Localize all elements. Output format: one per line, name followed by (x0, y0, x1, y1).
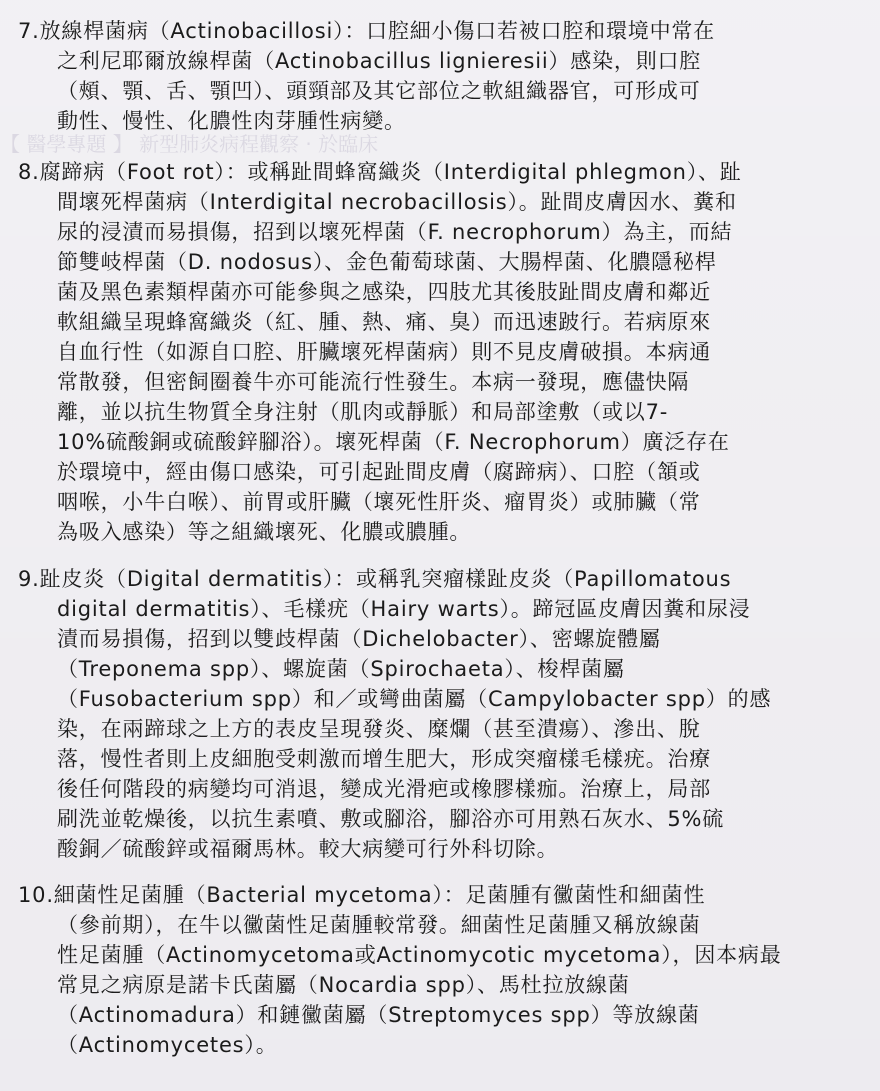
paragraph-line: 9.趾皮炎（Digital dermatitis）：或稱乳突瘤樣趾皮炎（Papillomatous (18, 567, 732, 591)
paragraph-line: 性足菌腫（Actinomycetoma或Actinomycotic mycetoma），因本病最 (57, 943, 782, 967)
paragraph-line: 離，並以抗生物質全身注射（肌肉或靜脈）和局部塗敷（或以7- (57, 400, 669, 424)
paragraph-line: 刷洗並乾燥後，以抗生素噴、敷或腳浴，腳浴亦可用熟石灰水、5%硫 (57, 807, 725, 831)
paragraph-line: 8.腐蹄病（Foot rot）：或稱趾間蜂窩織炎（Interdigital phlegmon）、趾 (18, 160, 742, 184)
paragraph-line: 咽喉，小牛白喉）、前胃或肝臟（壞死性肝炎、瘤胃炎）或肺臟（常 (57, 490, 701, 514)
paragraph-line: 尿的浸漬而易損傷，招到以壞死桿菌（F. necrophorum）為主，而結 (57, 220, 733, 244)
paragraph-line: 於環境中，經由傷口感染，可引起趾間皮膚（腐蹄病）、口腔（頷或 (57, 460, 701, 484)
paragraph-line: （Fusobacterium spp）和／或彎曲菌屬（Campylobacter spp）的感 (57, 687, 772, 711)
bleed-through: 【 醫學專題 】 新型肺炎病程觀察 · 於臨床 (0, 132, 379, 156)
paragraph-line: digital dermatitis）、毛樣疣（Hairy warts）。蹄冠區皮膚因糞和尿浸 (57, 597, 751, 621)
paragraph-line: 菌及黑色素類桿菌亦可能參與之感染，四肢尤其後肢趾間皮膚和鄰近 (57, 280, 711, 304)
paragraph-line: （Actinomadura）和鏈黴菌屬（Streptomyces spp）等放線菌 (57, 1003, 700, 1027)
paragraph-line: 常散發，但密飼圈養牛亦可能流行性發生。本病一發現，應儘快隔 (57, 370, 690, 394)
paragraph-line: 之利尼耶爾放線桿菌（Actinobacillus lignieresii）感染，則口腔 (57, 49, 702, 73)
paragraph-line: 後任何階段的病變均可消退，變成光滑疤或橡膠樣痂。治療上，局部 (57, 777, 711, 801)
paragraph-line: 間壞死桿菌病（Interdigital necrobacillosis）。趾間皮膚因水、糞和 (57, 190, 737, 214)
paragraph-line: 動性、慢性、化膿性肉芽腫性病變。 (57, 109, 406, 133)
paragraph-line: 酸銅／硫酸鋅或福爾馬林。較大病變可行外科切除。 (57, 837, 559, 861)
paragraph-line: 節雙岐桿菌（D. nodosus）、金色葡萄球菌、大腸桿菌、化膿隱秘桿 (57, 250, 717, 274)
paragraph-line: 落，慢性者則上皮細胞受刺激而增生肥大，形成突瘤樣毛樣疣。治療 (57, 747, 711, 771)
paragraph-line: （頰、顎、舌、顎凹）、頭頸部及其它部位之軟組織器官，可形成可 (57, 79, 701, 103)
paragraph-line: 為吸入感染）等之組織壞死、化膿或膿腫。 (57, 520, 472, 544)
paragraph-line: 染，在兩蹄球之上方的表皮呈現發炎、糜爛（甚至潰瘍）、滲出、脫 (57, 717, 701, 741)
paragraph-line: 7.放線桿菌病（Actinobacillosi）：口腔細小傷口若被口腔和環境中常在 (18, 19, 715, 43)
paragraph-line: 常見之病原是諾卡氏菌屬（Nocardia spp）、馬杜拉放線菌 (57, 973, 630, 997)
paragraph-line: 自血行性（如源自口腔、肝臟壞死桿菌病）則不見皮膚破損。本病通 (57, 340, 711, 364)
paragraph-line: （Actinomycetes）。 (57, 1033, 278, 1057)
paragraph-line: 軟組織呈現蜂窩織炎（紅、腫、熱、痛、臭）而迅速跛行。若病原來 (57, 310, 711, 334)
paragraph-line: （Treponema spp）、螺旋菌（Spirochaeta）、梭桿菌屬 (57, 657, 625, 681)
paragraph-line: （參前期），在牛以黴菌性足菌腫較常發。細菌性足菌腫又稱放線菌 (57, 913, 701, 937)
paragraph-line: 漬而易損傷，招到以雙歧桿菌（Dichelobacter）、密螺旋體屬 (57, 627, 661, 651)
paragraph-line: 10.細菌性足菌腫（Bacterial mycetoma）：足菌腫有黴菌性和細菌性 (18, 883, 706, 907)
paragraph-line: 10%硫酸銅或硫酸鋅腳浴）。壞死桿菌（F. Necrophorum）廣泛存在 (57, 430, 730, 454)
